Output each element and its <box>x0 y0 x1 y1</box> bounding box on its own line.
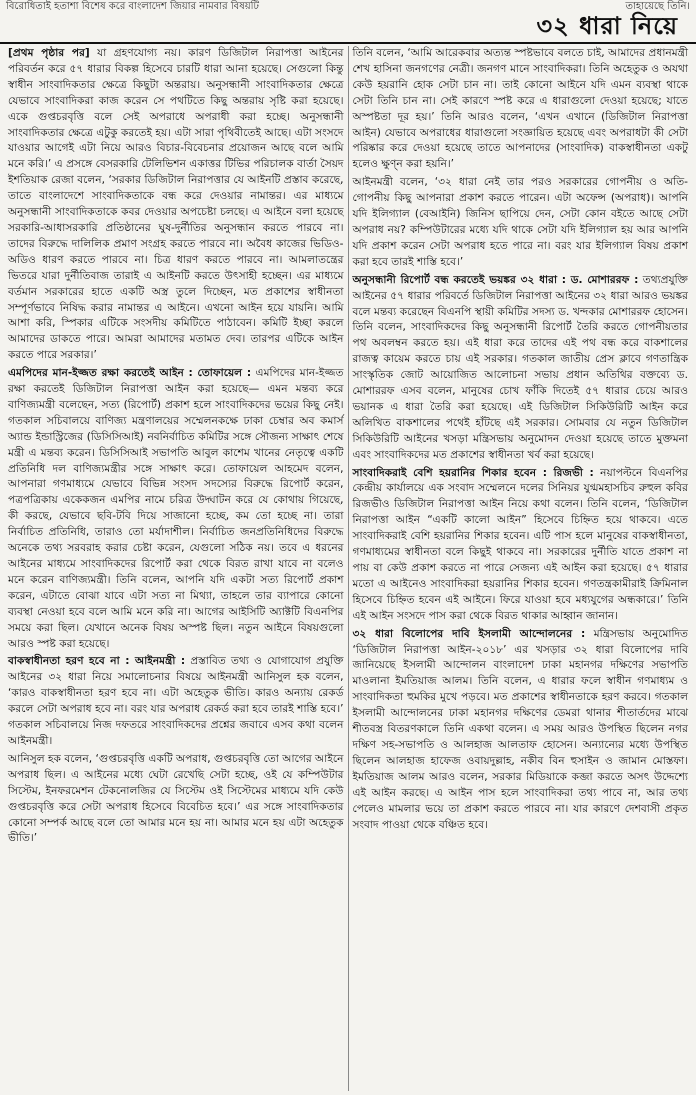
subheading: বাকস্বাধীনতা হরণ হবে না : আইনমন্ত্রী : <box>8 655 186 668</box>
paragraph <box>8 752 344 847</box>
paragraph <box>353 466 689 625</box>
article-body <box>0 44 696 1091</box>
continued-marker: [প্রথম পৃষ্ঠার পর] <box>8 47 90 59</box>
headline-bar <box>0 11 696 44</box>
article-headline: ৩২ ধারা নিয়ে <box>536 11 678 40</box>
paragraph <box>353 46 689 173</box>
left-column <box>4 46 348 1091</box>
paragraph-text: যা গ্রহণযোগ্য নয়। কারণ ডিজিটাল নিরাপত্তা আইনের পরিবর্তন করে ৫৭ ধারার বিকল্প হিসেবে চারটি ধারা আনা হয়েছে। সেগুলো কিন্তু স্বাধীন সাংবাদিকতার ক্ষেত্রে কিছুটা অন্তরায়। অনুসন্ধানী সাংবাদিকতার ক্ষেত্রে যেভাবে সাংবাদিকরা কাজ করেন সে পথটিতে কিছু অন্তরায় সৃষ্টি করা হয়েছে। একে গুপ্তচরবৃত্তি বলে সেই অপরাধে অপরাধী করা হচ্ছে। অনুসন্ধানী সাংবাদিকতার ক্ষেত্রে এটুকু করতেই হয়। এটা সারা পৃথিবীতেই আছে। এটা সংসদে যাওয়ার আগেই এটা নিয়ে আরও বিচার-বিবেচনার প্রয়োজন আছে বলে আমি মনে করি।’ এ প্রসঙ্গে বেসরকারি টেলিভিশন একাত্তর টিভির পরিচালক বার্তা সৈয়দ ইশতিয়াক রেজা বলেন, ‘সরকার ডিজিটাল নিরাপত্তার যে আইনটি প্রস্তাব করেছে, তাতে বাংলাদেশে সাংবাদিকতাকে বন্ধ করে দেওয়ার নামান্তর। এর মাধ্যমে অনুসন্ধানী সাংবাদিকতাকে কবর দেওয়ার অপচেষ্টা চলছে। এ আইনে বলা হয়েছে সরকারি-আধাসরকারি প্রতিষ্ঠানের ঘুষ-দুর্নীতির অনুসন্ধান করতে পারবে না। তাদের বিরুদ্ধে দালিলিক প্রমাণ সংগ্রহ করতে পারবে না। অবৈধ কাজের ভিডিও-অডিও ধারণ করতে পারবে না। চিত্র ধারণ করতে পারবে না। আমলাতন্ত্রের ভিতরে যারা দুর্নীতিবাজ তারাই এ আইনটি করতে উৎসাহী হচ্ছেন। এর মাধ্যমে বর্তমান সরকারের হাতে একটি অস্ত্র তুলে দিচ্ছেন, মত প্রকাশের স্বাধীনতা সম্পূর্ণভাবে নিষিদ্ধ করার নামান্তর এ আইনে। এখনো আইন হয়ে যায়নি। আমি আশা করি, স্পিকার এটিকে সংসদীয় কমিটিতে পাঠাবেন। কমিটি ইচ্ছা করলে আমাদের ডাকতে পারে। আমরা আমাদের মতামত দেব। তারপর এটিকে আইন করতে পারে সরকার।’ <box>8 47 344 362</box>
paragraph-text: আইনমন্ত্রী বলেন, ‘৩২ ধারা নেই তার পরও সরকারের গোপনীয় ও অতি-গোপনীয় কিছু আপনারা প্রকাশ করতে পারেন। এটা অফেন্স (অপরাধ)। আপনি যদি ইলিগ্যাল (বেআইনি) জিনিস ছাপিয়ে দেন, সেটা কোন বইতে আছে সেটা অপরাধ নয়? কম্পিউটারের মধ্যে যদি থাকে সেটা যদি ইলিগ্যাল হয় আর আপনি যদি প্রকাশ করেন সেটা অপরাধ হতে পারে না। বরং যার ইলিগ্যাল বিষয় প্রকাশ করা হবে তারই শাস্তি হবে।’ <box>352 176 688 268</box>
paragraph <box>353 627 689 834</box>
top-strip-right: তাহায়েছে তিনি। <box>625 1 690 12</box>
paragraph-text: প্রস্তাবিত তথ্য ও যোগাযোগ প্রযুক্তি আইনের ৩২ ধারা নিয়ে সমালোচনার বিষয়ে আইনমন্ত্রী আনিসুল হক বলেন, ‘কারও বাকস্বাধীনতা হরণ হবে না। এটা অহেতুক ভীতি। কারও অন্যায় রেকর্ড করলে সেটা অপরাধ হবে না। বরং যার অপরাধ রেকর্ড করা হবে তারই শাস্তি হবে।’ গতকাল সচিবালয়ে নিজ দফতরে সাংবাদিকদের প্রশ্নের জবাবে এসব কথা বলেন আইনমন্ত্রী। <box>8 655 344 747</box>
paragraph-text: আনিসুল হক বলেন, ‘গুপ্তচরবৃত্তি একটি অপরাধ, গুপ্তচরবৃত্তি তো আগের আইনে অপরাধ ছিল। এ আইনের মধ্যে ঘেটা রেখেছি সেটা হচ্ছে, ওই যে কম্পিউটার সিস্টেম, ইনফরমেশন টেকনোলজির যে সিস্টেম ওই সিস্টেমের মাধ্যমে যদি কেউ গুপ্তচরবৃত্তি করে সেটা অপরাধ হিসেবে বিবেচিত হবে।’ এর সঙ্গে সাংবাদিকতার কোনো সম্পর্ক আছে বলে তো আমার মনে হয় না। আমার মনে হয় এটা অহেতুক ভীতি।’ <box>8 752 344 845</box>
subheading: অনুসন্ধানী রিপোর্ট বন্ধ করতেই ভয়ঙ্কর ৩২ ধারা : ড. মোশাররফ : <box>352 273 639 286</box>
paragraph <box>8 46 344 364</box>
top-strip-left: বিরোধিতাই হতাশা বিশেষ করে বাংলাদেশ জিয়ার নামবার বিষয়টি <box>6 1 259 12</box>
right-column <box>348 46 693 1091</box>
paragraph <box>8 654 344 749</box>
paragraph-text: এমপিদের মান-ইজ্জত রক্ষা করতেই ডিজিটাল নিরাপত্তা আইন করা হয়েছে— এমন মন্তব্য করে বাণিজ্যমন্ত্রী বলেছেন, সত্য (রিপোর্ট) প্রকাশ হলে সাংবাদিকদের ভয়ের কিছু নেই। গতকাল সচিবালয়ে বাণিজ্য মন্ত্রণালয়ের সম্মেলনকক্ষে ঢাকা চেম্বার অব কমার্স অ্যান্ড ইন্ডাস্ট্রিজের (ডিসিসিআই) নবনির্বাচিত কমিটির সঙ্গে সৌজন্য সাক্ষাৎ শেষে মন্ত্রী এ মন্তব্য করেন। ডিসিসিআই সভাপতি আবুল কাশেম খানের নেতৃত্বে একটি প্রতিনিধি দল বাণিজ্যমন্ত্রীর সঙ্গে সাক্ষাৎ করে। তোফায়েল আহমেদ বলেন, আপনারা গণমাধ্যমে যেভাবে বিভিন্ন সংসদ সদস্যের বিরুদ্ধে রিপোর্ট করেন, পত্রপত্রিকায় একেকজন এমপির নামে চরিত্র উদ্ঘাটন করে যে কোথায় গিয়েছে, কী করছে, যেভাবে ছবি-টবি দিয়ে সাজানো হচ্ছে, কম তো হচ্ছে না। তারা নির্বাচিত প্রতিনিধি, তারাও তো মর্যাদাশীল। নির্বাচিত জনপ্রতিনিধিদের বিরুদ্ধে অনেকে তথ্য সরবরাহ করার চেষ্টা করেন, যেগুলো সঠিক নয়। তবে এ ধরনের আইনের মাধ্যমে সাংবাদিকদের রিপোর্ট করা থেকে বিরত রাখা যাবে না বলেও মনে করেন বাণিজ্যমন্ত্রী। তিনি বলেন, আপনি যদি একটা সত্য রিপোর্ট প্রকাশ করেন, এটাতে বোঝা যাবে এটা সত্য না মিথ্যা, তাহলে তার ব্যাপারে কোনো ব্যবস্থা নেওয়া হবে বলে আমি মনে করি না। আগের আইসিটি অ্যাক্টটি বিএনপির সময়ে করা ছিল। যেখানে অনেক বিষয় অস্পষ্ট ছিল। নতুন আইনে বিষয়গুলো আরও স্পষ্ট করা হয়েছে। <box>8 367 344 650</box>
subheading: সাংবাদিকরাই বেশি হয়রানির শিকার হবেন : রিজভী : <box>352 466 594 479</box>
paragraph <box>8 366 344 652</box>
subheading: এমপিদের মান-ইজ্জত রক্ষা করতেই আইন : তোফায়েল : <box>8 367 252 380</box>
paragraph <box>353 273 689 464</box>
paragraph-text: তিনি বলেন, ‘আমি আরেকবার অত্যন্ত স্পষ্টভাবে বলতে চাই, আমাদের প্রধানমন্ত্রী শেখ হাসিনা জনগণের নেত্রী। জনগণ মানে সাংবাদিকরা। তিনি অহেতুক ও অযথা কেউ হয়রানি হোক সেটা চান না। তাই কোনো আইনে যদি এমন ব্যবস্থা থাকে সেটা তিনি চান না। সেই কারণে স্পষ্ট করে এ ধারাগুলো দেওয়া হয়েছে; যাতে অস্পষ্টতা দূর হয়।’ তিনি আরও বলেন, ‘এখন এখানে (ডিজিটাল নিরাপত্তা আইন) যেভাবে অপরাধের ধারাগুলো সংজ্ঞায়িত হয়েছে এবং অপরাধটা কী সেটা পরিষ্কার করে দেওয়া হয়েছে তাতে আপনাদের (সাংবাদিক) বাকস্বাধীনতা একটু হলেও ক্ষুণ্ন করা হয়নি।’ <box>352 47 688 171</box>
paragraph-text: তথ্যপ্রযুক্তি আইনের ৫৭ ধারার পরিবর্তে ডিজিটাল নিরাপত্তা আইনের ৩২ ধারা আরও ভয়ঙ্কর বলে মন্তব্য করেছেন বিএনপি স্থায়ী কমিটির সদস্য ড. খন্দকার মোশাররফ হোসেন। তিনি বলেন, সাংবাদিকদের কিছু অনুসন্ধানী রিপোর্ট তৈরি করতে গোপনীয়তার পথ অবলম্বন করতে হয়। এই ধারা করে তাদের এই পথ বন্ধ করে বাকশালের রাজত্ব কায়েম করতে চায় এই সরকার। গতকাল জাতীয় প্রেস ক্লাবে গণতান্ত্রিক সাংস্কৃতিক জোট আয়োজিত আলোচনা সভায় প্রধান অতিথির বক্তব্যে ড. মোশাররফ এসব বলেন, মানুষের চোখ ফাঁকি দিতেই ৫৭ ধারার চেয়ে আরও ভয়ানক এ ধারা তৈরি করা হয়েছে। এই ডিজিটাল সিকিউরিটি আইন করে অলিখিত বাকশালের পথেই হাঁটছে এই সরকার। সোমবার যে নতুন ডিজিটাল সিকিউরিটি আইনের খসড়া মন্ত্রিসভায় অনুমোদন দেওয়া হয়েছে তাতে মুক্তমনা এবং সাংবাদিকদের মত প্রকাশের স্বাধীনতা খর্ব করা হয়েছে। <box>352 273 688 461</box>
subheading: ৩২ ধারা বিলোপের দাবি ইসলামী আন্দোলনের : <box>352 627 586 640</box>
paragraph <box>353 175 689 270</box>
paragraph-text: মন্ত্রিসভায় অনুমোদিত ‘ডিজিটাল নিরাপত্তা আইন-২০১৮’ এর খসড়ার ৩২ ধারা বিলোপের দাবি জানিয়েছে ইসলামী আন্দোলন বাংলাদেশ ঢাকা মহানগর দক্ষিণের সভাপতি মাওলানা ইমতিয়াজ আলম। তিনি বলেন, এ ধারার ফলে স্বাধীন গণমাধ্যম ও সাংবাদিকতা হুমকির মুখে পড়বে। মত প্রকাশের স্বাধীনতাকে হরণ করবে। গতকাল ইসলামী আন্দোলনের ঢাকা মহানগর দক্ষিণের ডেমরা থানার শীতার্তদের মাঝে শীতবস্ত্র বিতরণকালে তিনি একথা বলেন। এ সময় আরও উপস্থিত ছিলেন নগর দক্ষিণ সহ-সভাপতি ও আলহাজ আলতাফ হোসেন। অন্যান্যের মধ্যে উপস্থিত ছিলেন আলহাজ হাফেজ ওবায়দুল্লাহ, নকীব বিন হুসাইন ও জামান মোস্তফা। ইমতিয়াজ আলম আরও বলেন, সরকার মিডিয়াকে কব্জা করতে অসৎ উদ্দেশ্যে এই আইন করছে। এ আইন পাস হলে সাংবাদিকরা তথ্য পাবে না, আর তথ্য পেলেও মামলার ভয়ে তা প্রকাশ করতে পারবে না। যার কারণে দেশবাসী প্রকৃত সংবাদ পাওয়া থেকে বঞ্চিত হবে। <box>352 627 688 831</box>
paragraph-text: নয়াপল্টনে বিএনপির কেন্দ্রীয় কার্যালয়ে এক সংবাদ সম্মেলনে দলের সিনিয়র যুগ্মমহাসচিব রুহুল কবির রিজভীও ডিজিটাল নিরাপত্তা আইন নিয়ে কথা বলেন। তিনি বলেন, ‘ডিজিটাল নিরাপত্তা আইন “একটি কালো আইন” হিসেবে চিহ্নিত হয়ে থাকবে। এতে সাংবাদিকরাই বেশি হয়রানির শিকার হবেন। এটি পাস হলে মানুষের বাকস্বাধীনতা, গণমাধ্যমের স্বাধীনতা বলে কিছুই থাকবে না। সরকারের দুর্নীতি যাতে প্রকাশ না পায় বা কেউ প্রকাশ করতে না পারে সেজন্য এই আইন করা হয়েছে। ৫৭ ধারার মতো এ আইনেও সাংবাদিকরা হয়রানির শিকার হবেন। গণতন্ত্রকামীরাই ক্রিমিনাল হিসেবে চিহ্নিত হবেন এই আইনে। ফিরে যাওয়া হবে মধ্যযুগের অন্ধকারে।’ তিনি এই আইন সংসদে পাস করা থেকে বিরত থাকার আহ্বান জানান। <box>352 466 688 622</box>
